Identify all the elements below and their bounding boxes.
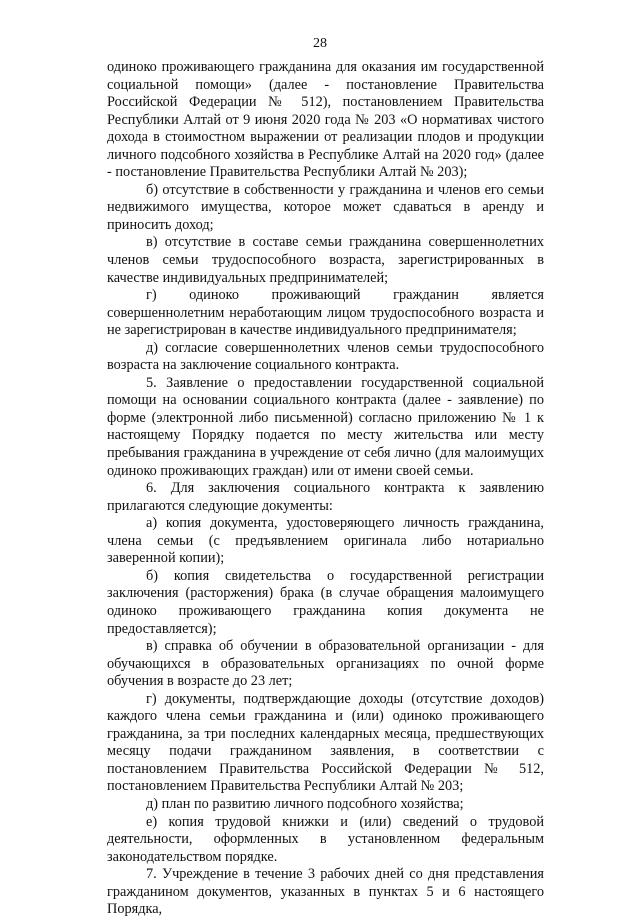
paragraph-section-7: 7. Учреждение в течение 3 рабочих дней со дня представления гражданином документов, указанных в пунктах 5 и 6 настоящего Порядка,	[107, 866, 544, 918]
paragraph-continuation: одиноко проживающего гражданина для оказания им государственной социальной помощи» (далее - постановление Правительства Российской Федерации № 512), постановлением Правительства Республики Алтай от 9 июня 2020 года № 203 «О нормативах чистого дохода в стоимостном выражении от реализации плодов и продукции личного подсобного хозяйства в Республике Алтай на 2020 год» (далее - постановление Правительства Республики Алтай № 203);	[107, 59, 544, 181]
paragraph-item-g: г) одиноко проживающий гражданин является совершеннолетним неработающим лицом трудоспособного возраста и не зарегистрирован в качестве индивидуального предпринимателя;	[107, 287, 544, 339]
paragraph-item-d: д) согласие совершеннолетних членов семьи трудоспособного возраста на заключение социального контракта.	[107, 339, 544, 374]
page-number: 28	[313, 36, 327, 51]
paragraph-section-6: 6. Для заключения социального контракта к заявлению прилагаются следующие документы:	[107, 480, 544, 514]
paragraph-doc-b: б) копия свидетельства о государственной регистрации заключения (расторжения) брака (в случае обращения малоимущего одиноко проживающего гражданина копия документа не предоставляется);	[107, 567, 544, 637]
paragraph-doc-g: г) документы, подтверждающие доходы (отсутствие доходов) каждого члена семьи гражданина и (или) одиноко проживающего гражданина, за три последних календарных месяца, предшествующих месяцу подачи гражданином заявления, в соответствии с постановлением Правительства Российской Федерации № 512, постановлением Правительства Республики Алтай № 203;	[107, 690, 544, 795]
paragraph-doc-e: е) копия трудовой книжки и (или) сведений о трудовой деятельности, оформленных в установленном федеральным законодательством порядке.	[107, 813, 544, 865]
document-body	[107, 59, 544, 919]
paragraph-section-5: 5. Заявление о предоставлении государственной социальной помощи на основании социального контракта (далее - заявление) по форме (электронной либо письменной) согласно приложению № 1 к настоящему Порядку подается по месту жительства или месту пребывания гражданина в учреждение от себя лично (для малоимущих одиноко проживающих граждан) или от имени своей семьи.	[107, 374, 544, 479]
paragraph-doc-v: в) справка об обучении в образовательной организации - для обучающихся в образовательных организациях по очной форме обучения в возрасте до 23 лет;	[107, 638, 544, 690]
paragraph-doc-d: д) план по развитию личного подсобного хозяйства;	[146, 795, 464, 812]
paragraph-item-v: в) отсутствие в составе семьи гражданина совершеннолетних членов семьи трудоспособного возраста, зарегистрированных в качестве индивидуальных предпринимателей;	[107, 234, 544, 286]
paragraph-doc-a: а) копия документа, удостоверяющего личность гражданина, члена семьи (с предъявлением оригинала либо нотариально заверенной копии);	[107, 515, 544, 567]
paragraph-item-b: б) отсутствие в собственности у гражданина и членов его семьи недвижимого имущества, которое может сдаваться в аренду и приносить доход;	[107, 181, 544, 233]
